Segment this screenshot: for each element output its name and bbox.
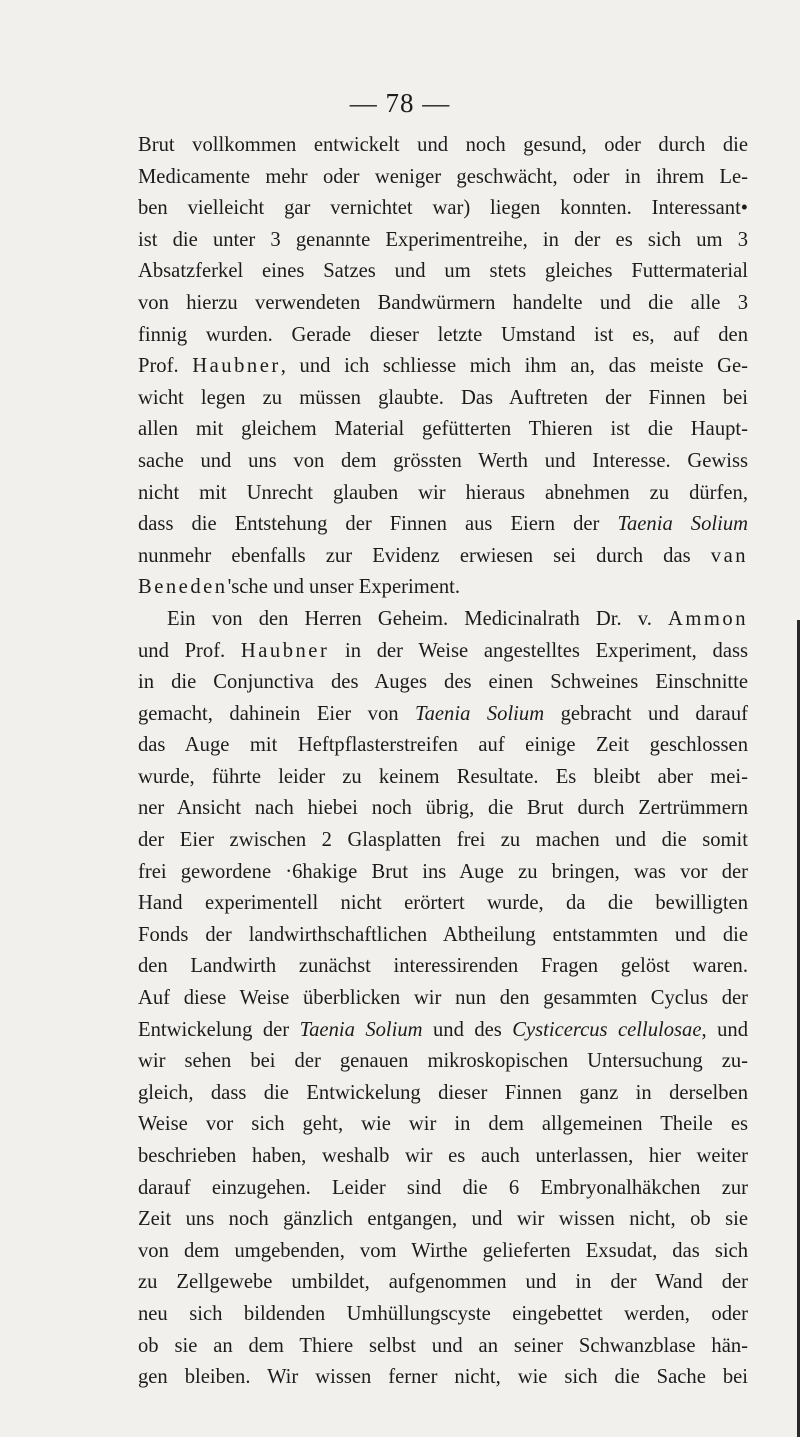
- spaced-name: Beneden: [138, 576, 228, 599]
- italic-term: Taenia Solium: [617, 513, 748, 536]
- text-line: Brut vollkommen entwickelt und noch gesund, oder durch die: [138, 134, 748, 156]
- spaced-name: van: [710, 544, 748, 567]
- body-text: [138, 130, 748, 1394]
- text-line: Zeit uns noch gänzlich entgangen, und wir wissen nicht, ob sie: [138, 1208, 748, 1231]
- text-line: ner Ansicht nach hiebei noch übrig, die Brut durch Zertrümmern: [138, 797, 748, 820]
- spaced-name: Haubner: [192, 355, 281, 378]
- spaced-name: Haubner: [240, 639, 330, 662]
- text-line: frei gewordene ·6hakige Brut ins Auge zu bringen, was vor der: [138, 860, 748, 883]
- text-line: gemacht, dahinein Eier von Taenia Solium gebracht und darauf: [138, 702, 748, 725]
- page-number: — 78 —: [349, 88, 451, 118]
- text-line: nunmehr ebenfalls zur Evidenz erwiesen sei durch das van: [138, 544, 748, 567]
- text-line: Prof. Haubner, und ich schliesse mich ihm an, das meiste Ge-: [138, 355, 748, 378]
- text-line: neu sich bildenden Umhüllungscyste eingebettet werden, oder: [138, 1302, 748, 1325]
- text-line: und Prof. Haubner in der Weise angestelltes Experiment, dass: [138, 639, 748, 662]
- text-line: Beneden'sche und unser Experiment.: [138, 576, 461, 599]
- text-line: allen mit gleichem Material gefütterten Thieren ist die Haupt-: [138, 418, 748, 441]
- text-line: nicht mit Unrecht glauben wir hieraus abnehmen zu dürfen,: [138, 481, 748, 504]
- text-line: wir sehen bei der genauen mikroskopischen Untersuchung zu-: [138, 1050, 748, 1073]
- text-line: ist die unter 3 genannte Experimentreihe, in der es sich um 3: [138, 228, 748, 251]
- text-line: Hand experimentell nicht erörtert wurde, da die bewilligten: [138, 892, 748, 915]
- text-line: das Auge mit Heftpflasterstreifen auf einige Zeit geschlossen: [138, 734, 748, 757]
- text-line: ben vielleicht gar vernichtet war) liegen konnten. Interessant•: [138, 197, 748, 220]
- spaced-name: Ammon: [667, 607, 748, 630]
- text-line: beschrieben haben, weshalb wir es auch unterlassen, hier weiter: [138, 1145, 748, 1167]
- text-line: von dem umgebenden, vom Wirthe gelieferten Exsudat, das sich: [138, 1239, 748, 1262]
- text-line: von hierzu verwendeten Bandwürmern handelte und die alle 3: [138, 291, 748, 314]
- italic-term: Cysticercus cellulosae: [512, 1018, 702, 1041]
- text-line: ob sie an dem Thiere selbst und an seiner Schwanzblase hän-: [138, 1334, 748, 1357]
- text-line: Ein von den Herren Geheim. Medicinalrath Dr. v. Ammon: [167, 607, 748, 630]
- italic-term: Taenia Solium: [415, 702, 545, 725]
- text-line: Weise vor sich geht, wie wir in dem allgemeinen Theile es: [138, 1113, 748, 1136]
- text-line: wurde, führte leider zu keinem Resultate. Es bleibt aber mei-: [138, 765, 748, 788]
- text-line: zu Zellgewebe umbildet, aufgenommen und in der Wand der: [138, 1271, 748, 1294]
- text-line: den Landwirth zunächst interessirenden Fragen gelöst waren.: [138, 955, 748, 978]
- text-line: Absatzferkel eines Satzes und um stets gleiches Futtermaterial: [138, 260, 748, 283]
- text-line: der Eier zwischen 2 Glasplatten frei zu machen und die somit: [138, 829, 748, 852]
- text-line: wicht legen zu müssen glaubte. Das Auftreten der Finnen bei: [138, 386, 748, 409]
- text-line: Auf diese Weise überblicken wir nun den gesammten Cyclus der: [138, 987, 748, 1010]
- text-line: gleich, dass die Entwickelung dieser Finnen ganz in derselben: [138, 1081, 748, 1104]
- text-line: finnig wurden. Gerade dieser letzte Umstand ist es, auf den: [138, 323, 748, 346]
- text-line: darauf einzugehen. Leider sind die 6 Embryonalhäkchen zur: [138, 1176, 748, 1199]
- text-line: gen bleiben. Wir wissen ferner nicht, wie sich die Sache bei: [138, 1366, 748, 1389]
- text-line: in die Conjunctiva des Auges des einen Schweines Einschnitte: [138, 671, 748, 694]
- italic-term: Taenia Solium: [299, 1018, 423, 1041]
- text-line: Entwickelung der Taenia Solium und des Cysticercus cellulosae, und: [138, 1018, 748, 1041]
- text-line: dass die Entstehung der Finnen aus Eiern der Taenia Solium: [138, 513, 748, 536]
- text-line: sache und uns von dem grössten Werth und Interesse. Gewiss: [138, 449, 748, 472]
- text-line: Medicamente mehr oder weniger geschwächt, oder in ihrem Le-: [138, 165, 748, 188]
- text-line: Fonds der landwirthschaftlichen Abtheilung entstammten und die: [138, 923, 748, 946]
